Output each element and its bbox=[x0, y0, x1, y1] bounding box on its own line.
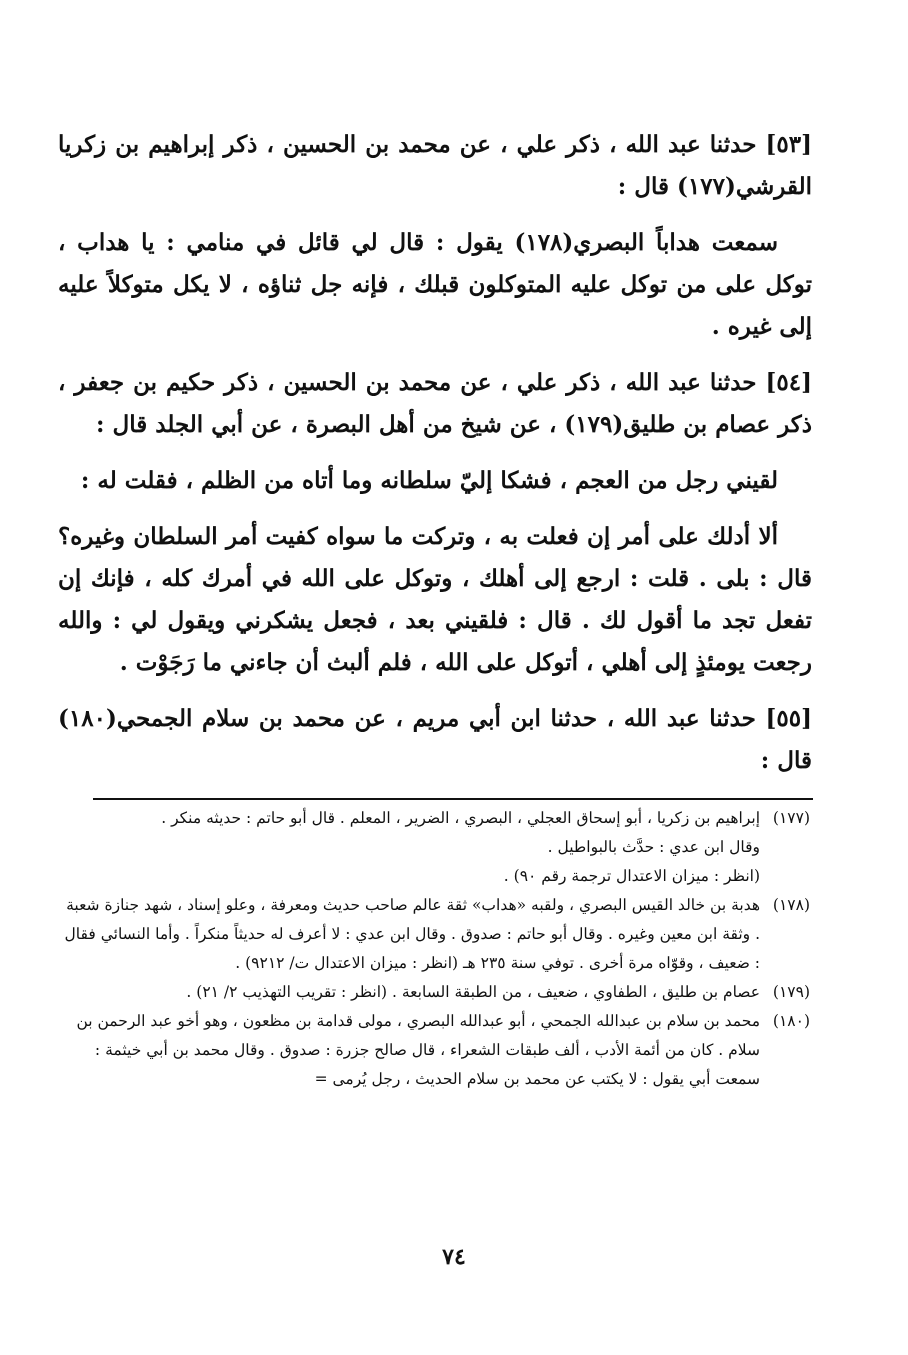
footnote-179 bbox=[58, 978, 810, 1007]
footnote-text: وقال ابن عدي : حدَّث بالبواطيل . bbox=[547, 838, 760, 856]
footnote-number: (١٧٨) bbox=[772, 896, 810, 914]
footnote-text: محمد بن سلام بن عبدالله الجمحي ، أبو عبدالله البصري ، مولى قدامة بن مظعون ، وهو أخو عبد الرحمن بن سلام . كان من أئمة الأدب ، ألف طبقات الشعراء ، قال صالح جزرة : صدوق . وقال محمد بن أبي خيثمة : سمعت أبي يقول : لا يكتب عن محمد بن سلام الحديث ، رجل يُرمى = bbox=[76, 1012, 760, 1088]
footnotes bbox=[58, 804, 810, 1094]
paragraph-54-dialogue: ألا أدلك على أمر إن فعلت به ، وتركت ما سواه كفيت أمر السلطان وغيره؟ قال : بلى . قلت : ارجع إلى أهلك ، وتوكل على الله في أمرك كله ، فإنك إن تفعل تجد ما أقول لك . قال : فلقيني بعد ، فجعل يشكرني ويقول لي : والله رجعت يومئذٍ إلى أهلي ، أتوكل على الله ، فلم ألبث أن جاءني ما رَجَوْت . bbox=[58, 523, 812, 676]
footnote-text: (انظر : ميزان الاعتدال ترجمة رقم ٩٠) . bbox=[503, 867, 760, 885]
footnote-number: (١٨٠) bbox=[772, 1012, 810, 1030]
paragraph-55: [٥٥] حدثنا عبد الله ، حدثنا ابن أبي مريم ، عن محمد بن سلام الجمحي(١٨٠) قال : bbox=[58, 705, 812, 774]
footnote-separator bbox=[93, 798, 813, 800]
footnote-178 bbox=[58, 891, 810, 978]
footnote-text: هدبة بن خالد القيس البصري ، ولقبه «هداب» ثقة عالم صاحب حديث ومعرفة ، وعلو إسناد ، شهد جنازة شعبة . وثقة ابن معين وغيره . وقال أبو حاتم : صدوق . وقال ابن عدي : لا أعرف له حديثاً منكراً . وأما النسائي فقال : ضعيف ، وقوّاه مرة أخرى . توفي سنة ٢٣٥ هـ (انظر : ميزان الاعتدال ت/ ٩٢١٢) . bbox=[64, 896, 760, 972]
footnote-177 bbox=[58, 804, 810, 891]
footnote-number: (١٧٩) bbox=[772, 983, 810, 1001]
paragraph-53: [٥٣] حدثنا عبد الله ، ذكر علي ، عن محمد بن الحسين ، ذكر إبراهيم بن زكريا القرشي(١٧٧) قال : bbox=[58, 131, 812, 200]
paragraph-54: [٥٤] حدثنا عبد الله ، ذكر علي ، عن محمد بن الحسين ، ذكر حكيم بن جعفر ، ذكر عصام بن طليق(١٧٩) ، عن شيخ من أهل البصرة ، عن أبي الجلد قال : bbox=[58, 369, 812, 438]
paragraph-54-quote: لقيني رجل من العجم ، فشكا إليّ سلطانه وما أتاه من الظلم ، فقلت له : bbox=[80, 467, 778, 494]
main-text bbox=[58, 124, 812, 782]
footnote-text: إبراهيم بن زكريا ، أبو إسحاق العجلي ، البصري ، الضرير ، المعلم . قال أبو حاتم : حديثه منكر . bbox=[161, 809, 760, 827]
page-number: ٧٤ bbox=[442, 1244, 466, 1270]
footnote-text: عصام بن طليق ، الطفاوي ، ضعيف ، من الطبقة السابعة . (انظر : تقريب التهذيب ٢/ ٢١) . bbox=[186, 983, 760, 1001]
paragraph-53-quote: سمعت هداباً البصري(١٧٨) يقول : قال لي قائل في منامي : يا هداب ، توكل على من توكل عليه المتوكلون قبلك ، فإنه جل ثناؤه ، لا يكل متوكلاً عليه إلى غيره . bbox=[58, 229, 812, 340]
footnote-180 bbox=[58, 1007, 810, 1094]
footnote-number: (١٧٧) bbox=[772, 809, 810, 827]
